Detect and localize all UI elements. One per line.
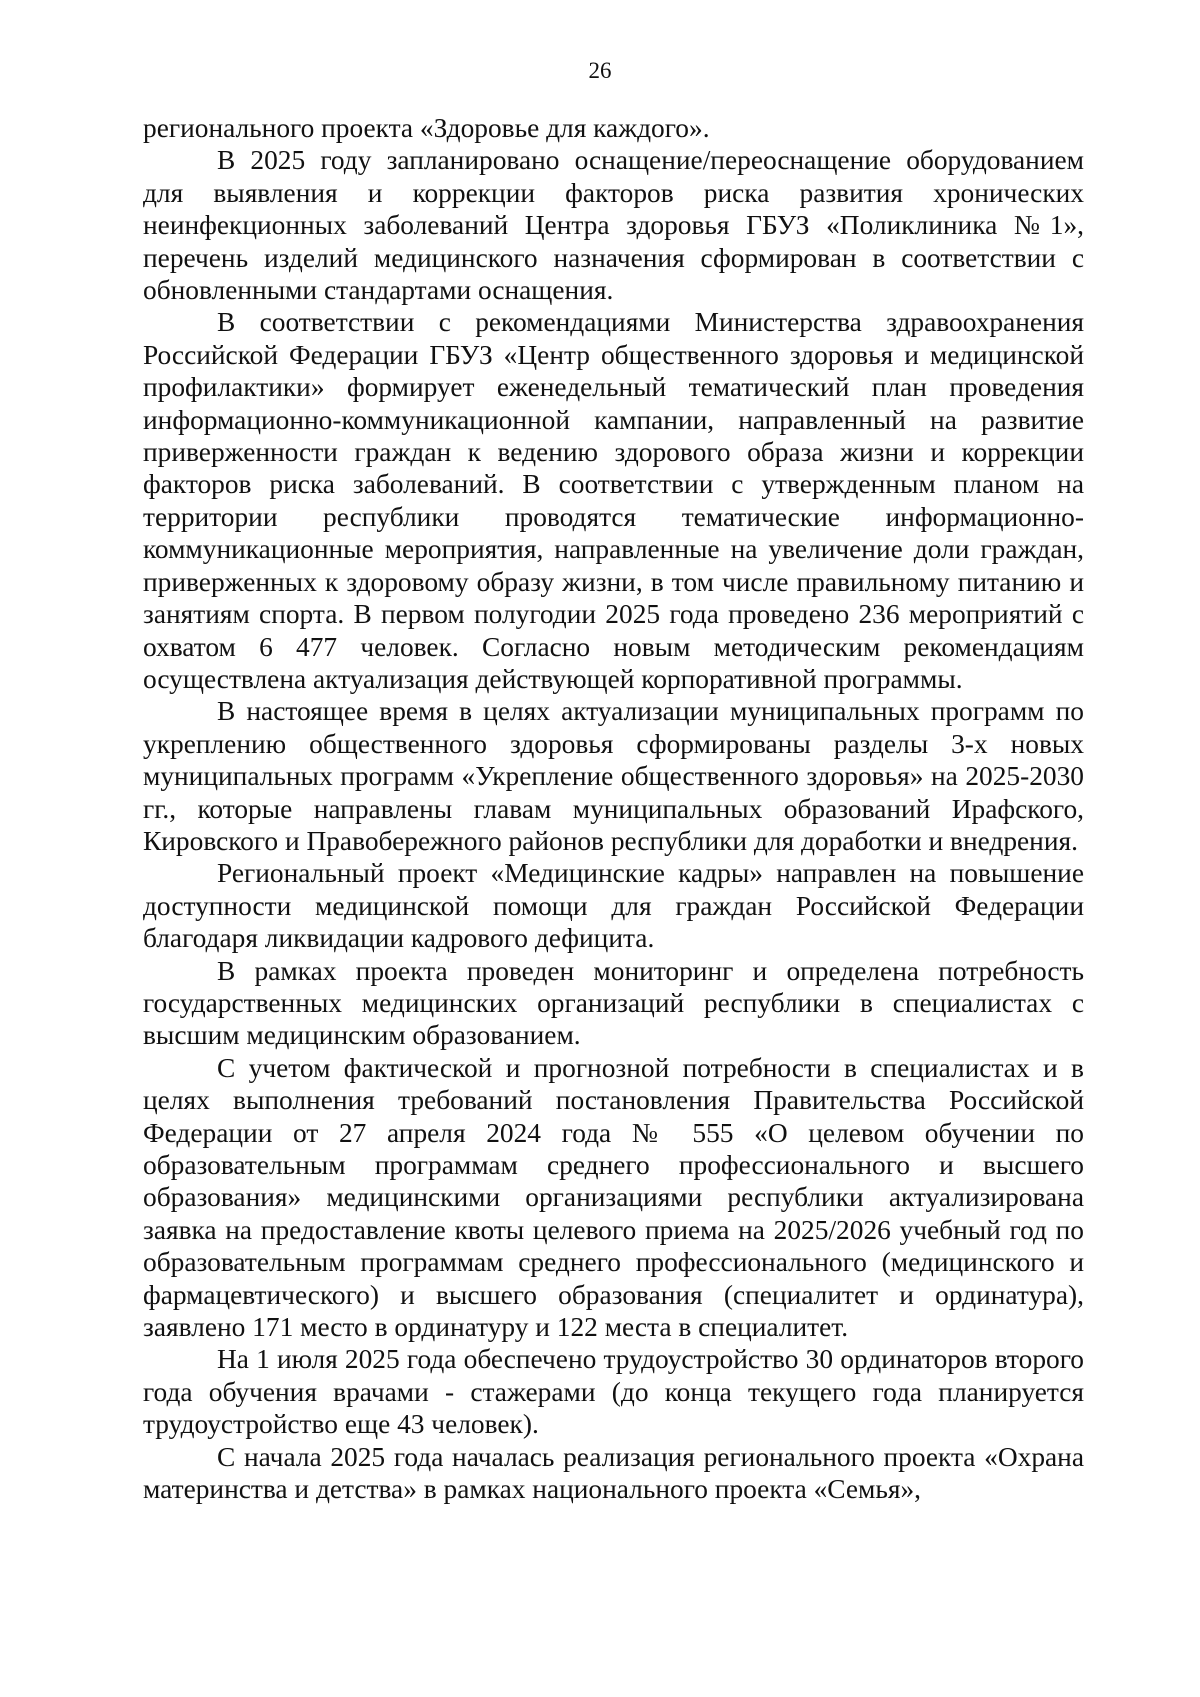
paragraph-9: С начала 2025 года началась реализация регионального проекта «Охрана материнства и детства» в рамках национального проекта «Семья»,	[143, 1441, 1084, 1505]
document-body	[143, 112, 1084, 1505]
paragraph-8: На 1 июля 2025 года обеспечено трудоустройство 30 ординаторов второго года обучения врачами - стажерами (до конца текущего года планируется трудоустройство еще 43 человек).	[143, 1344, 1084, 1440]
paragraph-7: С учетом фактической и прогнозной потребности в специалистах и в целях выполнения требований постановления Правительства Российской Федерации от 27 апреля 2024 года № 555 «О целевом обучении по образовательным программам среднего профессионального и высшего образования» медицинскими организациями республики актуализирована заявка на предоставление квоты целевого приема на 2025/2026 учебный год по образовательным программам среднего профессионального (медицинского и фармацевтического) и высшего образования (специалитет и ординатура), заявлено 171 место в ординатуру и 122 места в специалитет.	[143, 1052, 1084, 1343]
paragraph-2: В 2025 году запланировано оснащение/переоснащение оборудованием для выявления и коррекции факторов риска развития хронических неинфекционных заболеваний Центра здоровья ГБУЗ «Поликлиника №1», перечень изделий медицинского назначения сформирован в соответствии с обновленными стандартами оснащения.	[143, 145, 1084, 306]
paragraph-1: регионального проекта «Здоровье для каждого».	[143, 113, 710, 143]
page-number: 26	[588, 58, 612, 83]
paragraph-4: В настоящее время в целях актуализации муниципальных программ по укреплению общественного здоровья сформированы разделы 3-х новых муниципальных программ «Укрепление общественного здоровья» на 2025-2030 гг., которые направлены главам муниципальных образований Ирафского, Кировского и Правобережного районов республики для доработки и внедрения.	[143, 696, 1084, 856]
paragraph-6: В рамках проекта проведен мониторинг и определена потребность государственных медицинских организаций республики в специалистах с высшим медицинским образованием.	[143, 955, 1084, 1051]
paragraph-5: Региональный проект «Медицинские кадры» направлен на повышение доступности медицинской помощи для граждан Российской Федерации благодаря ликвидации кадрового дефицита.	[143, 858, 1084, 954]
paragraph-3: В соответствии с рекомендациями Министерства здравоохранения Российской Федерации ГБУЗ «Центр общественного здоровья и медицинской профилактики» формирует еженедельный тематический план проведения информационно-коммуникационной кампании, направленный на развитие приверженности граждан к ведению здорового образа жизни и коррекции факторов риска заболеваний. В соответствии с утвержденным планом на территории республики проводятся тематические информационно-коммуникационные мероприятия, направленные на увеличение доли граждан, приверженных к здоровому образу жизни, в том числе правильному питанию и занятиям спорта. В первом полугодии 2025 года проведено 236 мероприятий с охватом 6 477 человек. Согласно новым методическим рекомендациям осуществлена актуализация действующей корпоративной программы.	[143, 307, 1084, 694]
